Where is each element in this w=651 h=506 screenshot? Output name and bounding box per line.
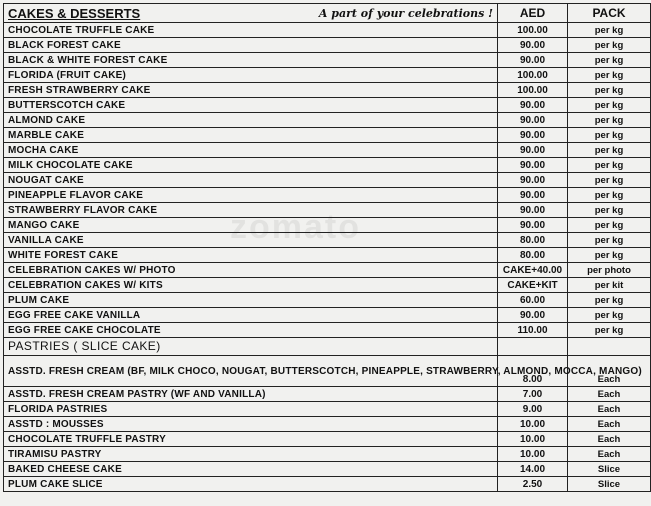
menu-row — [4, 308, 651, 323]
item-name: MILK CHOCOLATE CAKE — [4, 158, 498, 173]
item-price: 10.00 — [498, 432, 568, 447]
menu-row — [4, 98, 651, 113]
item-pack: Each — [568, 402, 651, 417]
item-pack: per kg — [568, 143, 651, 158]
item-name: MANGO CAKE — [4, 218, 498, 233]
item-pack: Slice — [568, 462, 651, 477]
header-row — [4, 4, 651, 23]
item-pack: per kg — [568, 188, 651, 203]
menu-row — [4, 113, 651, 128]
item-price: 90.00 — [498, 308, 568, 323]
item-price: 100.00 — [498, 83, 568, 98]
pastries-section — [4, 338, 651, 356]
item-name: FLORIDA (FRUIT CAKE) — [4, 68, 498, 83]
menu-row — [4, 263, 651, 278]
item-price: 90.00 — [498, 128, 568, 143]
cakes-list — [4, 23, 651, 338]
item-pack: per kg — [568, 68, 651, 83]
pastries-list — [4, 356, 651, 492]
item-pack: per kg — [568, 203, 651, 218]
menu-row — [4, 188, 651, 203]
item-pack: per kg — [568, 173, 651, 188]
item-price: 80.00 — [498, 233, 568, 248]
item-pack: per kg — [568, 83, 651, 98]
item-pack: per kg — [568, 248, 651, 263]
item-name: VANILLA CAKE — [4, 233, 498, 248]
item-price: CAKE+40.00 — [498, 263, 568, 278]
item-pack: per kg — [568, 38, 651, 53]
watermark: zomato — [230, 208, 361, 246]
item-pack: per kg — [568, 158, 651, 173]
item-pack: per kit — [568, 278, 651, 293]
menu-row — [4, 477, 651, 492]
item-pack: Each — [568, 387, 651, 402]
item-price: 90.00 — [498, 218, 568, 233]
item-name: TIRAMISU PASTRY — [4, 447, 498, 462]
item-price: 80.00 — [498, 248, 568, 263]
menu-row — [4, 68, 651, 83]
section-title: CAKES & DESSERTS — [4, 4, 312, 23]
item-price: 2.50 — [498, 477, 568, 492]
menu-row — [4, 233, 651, 248]
item-price: 90.00 — [498, 38, 568, 53]
item-pack: Each — [568, 432, 651, 447]
menu-row — [4, 38, 651, 53]
menu-row — [4, 462, 651, 477]
item-name: BLACK & WHITE FOREST CAKE — [4, 53, 498, 68]
item-price: 8.00 — [498, 356, 568, 387]
menu-row — [4, 293, 651, 308]
item-name: PINEAPPLE FLAVOR CAKE — [4, 188, 498, 203]
item-name: NOUGAT CAKE — [4, 173, 498, 188]
menu-row — [4, 447, 651, 462]
pack-column-header: PACK — [568, 4, 651, 23]
item-price: 90.00 — [498, 173, 568, 188]
menu-row — [4, 128, 651, 143]
menu-row — [4, 278, 651, 293]
item-name: ASSTD : MOUSSES — [4, 417, 498, 432]
menu-row — [4, 248, 651, 263]
menu-row — [4, 203, 651, 218]
item-price: 10.00 — [498, 417, 568, 432]
price-table — [3, 3, 651, 492]
item-price: 90.00 — [498, 53, 568, 68]
item-name: EGG FREE CAKE VANILLA — [4, 308, 498, 323]
menu-row — [4, 356, 651, 387]
menu-row — [4, 432, 651, 447]
item-price: 14.00 — [498, 462, 568, 477]
menu-row — [4, 143, 651, 158]
menu-row — [4, 323, 651, 338]
item-pack: per kg — [568, 218, 651, 233]
item-price: 90.00 — [498, 203, 568, 218]
menu-row — [4, 23, 651, 38]
item-pack: per kg — [568, 233, 651, 248]
menu-row — [4, 173, 651, 188]
item-name: PLUM CAKE — [4, 293, 498, 308]
item-price: 9.00 — [498, 402, 568, 417]
item-name: STRAWBERRY FLAVOR CAKE — [4, 203, 498, 218]
item-name: CHOCOLATE TRUFFLE CAKE — [4, 23, 498, 38]
item-name: BAKED CHEESE CAKE — [4, 462, 498, 477]
item-pack: per kg — [568, 323, 651, 338]
item-price: 60.00 — [498, 293, 568, 308]
item-pack: per kg — [568, 128, 651, 143]
item-pack: per kg — [568, 23, 651, 38]
item-pack: per photo — [568, 263, 651, 278]
item-name: BUTTERSCOTCH CAKE — [4, 98, 498, 113]
menu-row — [4, 387, 651, 402]
item-name: MOCHA CAKE — [4, 143, 498, 158]
item-name: MARBLE CAKE — [4, 128, 498, 143]
item-name: FRESH STRAWBERRY CAKE — [4, 83, 498, 98]
item-price: 90.00 — [498, 188, 568, 203]
item-price: 100.00 — [498, 68, 568, 83]
menu-row — [4, 402, 651, 417]
item-pack: Each — [568, 356, 651, 387]
item-price: 7.00 — [498, 387, 568, 402]
item-name: ASSTD. FRESH CREAM (BF, MILK CHOCO, NOUGAT, BUTTERSCOTCH, PINEAPPLE, STRAWBERRY, ALMOND, MOCCA, MANGO) — [4, 356, 498, 387]
menu-row — [4, 417, 651, 432]
item-name: PLUM CAKE SLICE — [4, 477, 498, 492]
item-price: 10.00 — [498, 447, 568, 462]
item-pack: per kg — [568, 113, 651, 128]
item-pack: Slice — [568, 477, 651, 492]
item-pack: per kg — [568, 308, 651, 323]
item-price: 90.00 — [498, 158, 568, 173]
item-pack: per kg — [568, 53, 651, 68]
item-pack: Each — [568, 447, 651, 462]
pastries-section-title: PASTRIES ( SLICE CAKE) — [4, 338, 498, 356]
menu-row — [4, 158, 651, 173]
item-pack: Each — [568, 417, 651, 432]
item-price: 90.00 — [498, 143, 568, 158]
menu-row — [4, 53, 651, 68]
item-name: EGG FREE CAKE CHOCOLATE — [4, 323, 498, 338]
item-pack: per kg — [568, 98, 651, 113]
price-column-header: AED — [498, 4, 568, 23]
item-pack: per kg — [568, 293, 651, 308]
menu-row — [4, 83, 651, 98]
pastries-section-header — [4, 338, 651, 356]
item-name: CELEBRATION CAKES W/ KITS — [4, 278, 498, 293]
item-name: BLACK FOREST CAKE — [4, 38, 498, 53]
item-name: CHOCOLATE TRUFFLE PASTRY — [4, 432, 498, 447]
item-price: 110.00 — [498, 323, 568, 338]
item-price: 90.00 — [498, 98, 568, 113]
item-name: WHITE FOREST CAKE — [4, 248, 498, 263]
item-name: ASSTD. FRESH CREAM PASTRY (WF AND VANILLA) — [4, 387, 498, 402]
item-name: ALMOND CAKE — [4, 113, 498, 128]
item-price: 100.00 — [498, 23, 568, 38]
menu-row — [4, 218, 651, 233]
tagline: A part of your celebrations ! — [312, 4, 498, 23]
item-name: FLORIDA PASTRIES — [4, 402, 498, 417]
item-price: 90.00 — [498, 113, 568, 128]
item-name: CELEBRATION CAKES W/ PHOTO — [4, 263, 498, 278]
item-price: CAKE+KIT — [498, 278, 568, 293]
